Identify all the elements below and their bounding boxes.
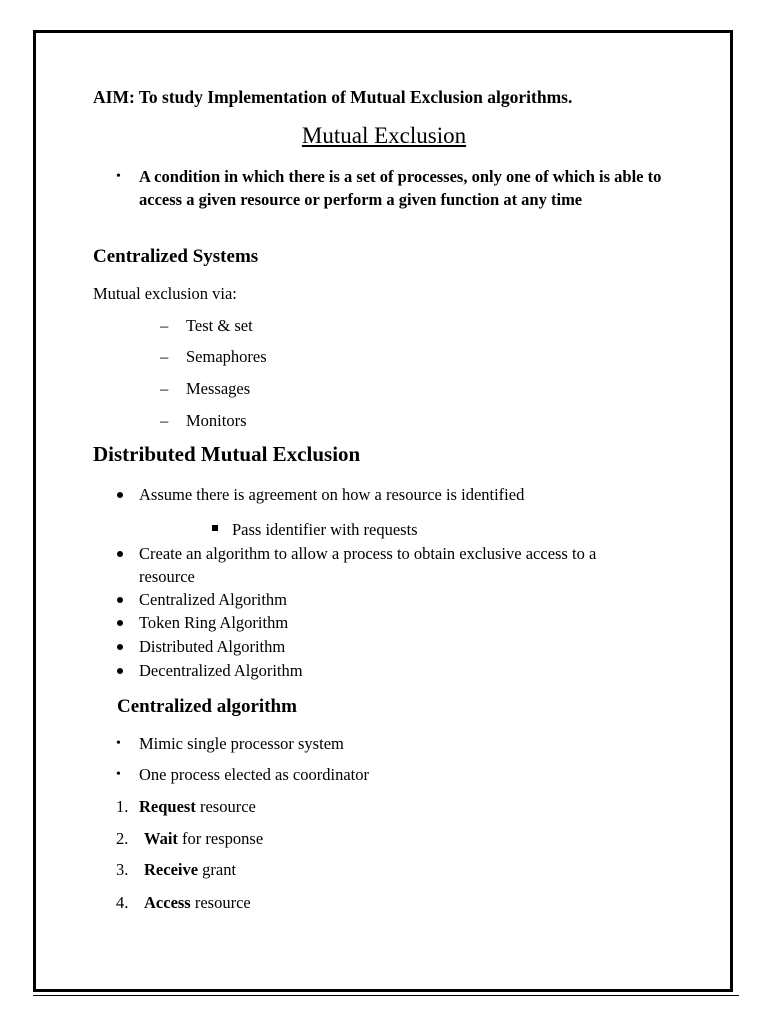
centralized-systems-heading: Centralized Systems: [93, 246, 259, 267]
definition-bullet: •: [116, 169, 121, 184]
list-item: Assume there is agreement on how a resource is identified: [139, 485, 525, 504]
bullet-dot: [117, 597, 123, 603]
centralized-algorithm-heading: Centralized algorithm: [117, 696, 297, 717]
list-item: Token Ring Algorithm: [139, 613, 289, 632]
list-item: Decentralized Algorithm: [139, 661, 303, 680]
list-item: Messages: [186, 379, 251, 398]
step-item: [144, 893, 251, 913]
bullet-dot: [117, 644, 123, 650]
step-item: [139, 797, 256, 817]
list-item: One process elected as coordinator: [139, 765, 369, 784]
step-item: [144, 860, 236, 880]
list-item: Centralized Algorithm: [139, 590, 288, 609]
bullet-dot: [117, 551, 123, 557]
centralized-systems-intro: Mutual exclusion via:: [93, 284, 237, 303]
list-item: Monitors: [186, 411, 247, 430]
step-keyword: Receive: [144, 860, 199, 879]
step-rest: grant: [198, 860, 237, 879]
distributed-heading: Distributed Mutual Exclusion: [93, 442, 361, 466]
dash-marker: –: [160, 379, 169, 398]
step-number: 3.: [116, 860, 129, 879]
step-keyword: Access: [144, 893, 191, 912]
list-item: Mimic single processor system: [139, 734, 344, 753]
step-number: 2.: [116, 829, 129, 848]
list-item: Test & set: [186, 316, 253, 335]
dash-marker: –: [160, 411, 169, 430]
step-keyword: Wait: [144, 829, 178, 848]
list-item-continuation: resource: [139, 567, 195, 586]
step-keyword: Request: [139, 797, 196, 816]
step-rest: resource: [190, 893, 251, 912]
sub-list-item: Pass identifier with requests: [232, 520, 418, 539]
list-item: Semaphores: [186, 347, 267, 366]
step-rest: for response: [177, 829, 264, 848]
bullet-marker: •: [116, 767, 121, 782]
bullet-dot: [117, 620, 123, 626]
list-item: Create an algorithm to allow a process to obtain exclusive access to a: [139, 544, 597, 563]
list-item: Distributed Algorithm: [139, 637, 286, 656]
step-number: 1.: [116, 797, 129, 816]
step-number: 4.: [116, 893, 129, 912]
bullet-dot: [117, 668, 123, 674]
step-item: [144, 829, 263, 849]
dash-marker: –: [160, 316, 169, 335]
bullet-dot: [117, 492, 123, 498]
aim-line: AIM: To study Implementation of Mutual Exclusion algorithms.: [93, 87, 573, 107]
step-rest: resource: [195, 797, 256, 816]
definition-text: A condition in which there is a set of processes, only one of which is able to access a given resource or perform a given function at any time: [139, 167, 662, 209]
bullet-marker: •: [116, 736, 121, 751]
dash-marker: –: [160, 347, 169, 366]
page-border-bottom-rule: [33, 995, 739, 996]
square-bullet: [212, 525, 218, 531]
page-title: Mutual Exclusion: [301, 123, 467, 148]
